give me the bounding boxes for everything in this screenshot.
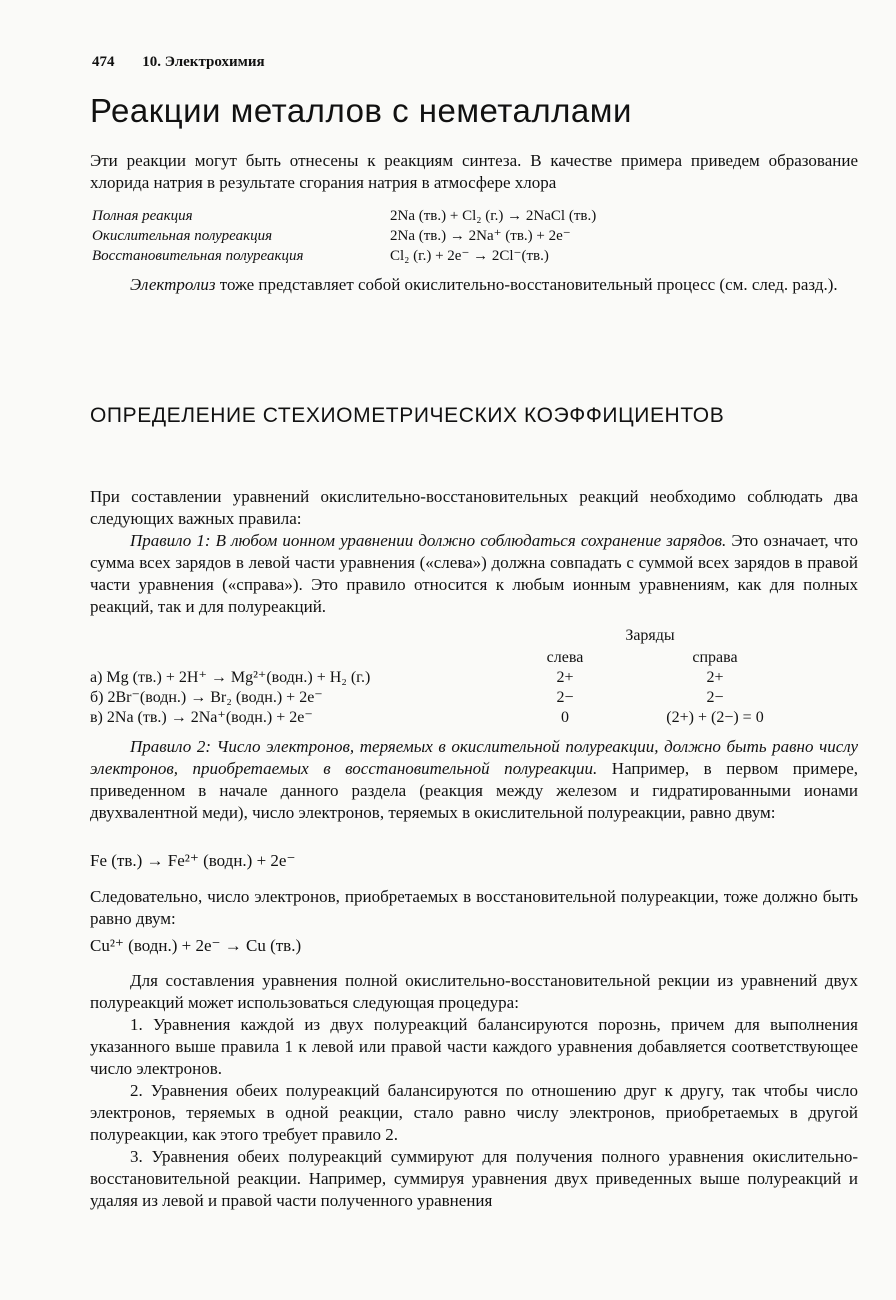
col-right-header: справа — [692, 649, 738, 666]
section-title: Реакции металлов с неметаллами — [90, 92, 632, 129]
rule-2-paragraph — [90, 736, 858, 824]
reactions-list — [92, 206, 792, 266]
page-number: 474 — [92, 54, 115, 70]
reaction-label: Полная реакция — [92, 208, 193, 224]
col-left-header: слева — [546, 649, 584, 666]
table-row: в) 2Na (тв.) → 2Na⁺(водн.) + 2e⁻ 0 (2+) + (2−) = 0 — [90, 709, 764, 726]
consequently-paragraph: Следовательно, число электронов, приобретаемых в восстановительной полуреакции, тоже должно быть равно двум: — [90, 887, 858, 928]
rule-2-explanation: Например, в первом примере, приведенном в начале данного раздела (реакция между железом и гидратированными ионами двухвалентной меди), число электронов, теряемых в окислительной полуреакции, равно двум: — [90, 759, 859, 822]
list-item: 3. Уравнения обеих полуреакций суммируют для получения полного уравнения окислительно-восстановительной реакции. Например, суммируя уравнения двух приведенных выше полуреакций и удаляя из левой и правой части полученного уравнения — [90, 1147, 858, 1210]
equation-fe: Fe (тв.) → Fe²⁺ (водн.) + 2e⁻ — [90, 851, 296, 870]
reaction-row — [92, 226, 792, 246]
reaction-label: Окислительная полуреакция — [92, 228, 273, 244]
procedure-intro: Для составления уравнения полной окислительно-восстановительной рекции из уравнений двух полуреакций может использоваться следующая процедура: — [90, 971, 858, 1012]
electrolysis-term: Электролиз — [130, 275, 216, 294]
chapter-title: 10. Электрохимия — [142, 54, 265, 70]
rule-1-explanation: Это означает, что сумма всех зарядов в левой части уравнения («слева») должна совпадать с суммой всех зарядов в правой части уравнения («справа»). Это правило относится к любым ионным уравнениям, как для полных реакций, так и для полуреакций. — [90, 531, 858, 616]
rules-intro: При составлении уравнений окислительно-восстановительных реакций необходимо соблюдать два следующих важных правила: — [90, 487, 858, 528]
procedure-steps — [90, 1014, 858, 1212]
rule-1-paragraph — [90, 530, 858, 618]
rule-2-statement: Правило 2: Число электронов, теряемых в окислительной полуреакции, должно быть равно числу электронов, приобретаемых в восстановительной полуреакции. — [90, 737, 858, 778]
table-row: б) 2Br⁻(водн.) → Br₂ (водн.) + 2e⁻ 2− 2− — [90, 689, 724, 706]
rule-1-statement: Правило 1: В любом ионном уравнении должно соблюдаться сохранение зарядов. — [130, 531, 727, 550]
list-item: 2. Уравнения обеих полуреакций балансируются по отношению друг к другу, так чтобы число электронов, теряемых в одной реакции, стало равно числу электронов, приобретаемых в другой полуреакции, как этого требует правило 2. — [90, 1081, 858, 1144]
rules-section — [90, 486, 858, 618]
reaction-equation: Cl₂ (г.) + 2e⁻ → 2Cl⁻(тв.) — [390, 248, 549, 264]
reaction-row — [92, 246, 792, 266]
reaction-equation: 2Na (тв.) + Cl₂ (г.) → 2NaCl (тв.) — [390, 208, 597, 224]
reaction-equation: 2Na (тв.) → 2Na⁺ (тв.) + 2e⁻ — [390, 228, 571, 244]
intro-paragraph: Эти реакции могут быть отнесены к реакциям синтеза. В качестве примера приведем образование хлорида натрия в результате сгорания натрия в атмосфере хлора — [90, 151, 858, 192]
equation-cu: Cu²⁺ (водн.) + 2e⁻ → Cu (тв.) — [90, 936, 302, 955]
charges-table — [90, 626, 850, 728]
list-item: 1. Уравнения каждой из двух полуреакций балансируются порознь, причем для выполнения указанного выше правила 1 к левой или правой части каждого уравнения добавляется соответствующее число электронов. — [90, 1015, 858, 1078]
reaction-row — [92, 206, 792, 226]
reaction-label: Восстановительная полуреакция — [92, 248, 304, 264]
subheading: ОПРЕДЕЛЕНИЕ СТЕХИОМЕТРИЧЕСКИХ КОЭФФИЦИЕНТОВ — [90, 404, 725, 427]
table-row: а) Mg (тв.) + 2H⁺ → Mg²⁺(водн.) + H₂ (г.) 2+ 2+ — [90, 669, 724, 686]
charges-title: Заряды — [625, 627, 675, 644]
electrolysis-paragraph — [90, 274, 858, 296]
running-header — [92, 54, 265, 71]
electrolysis-text: тоже представляет собой окислительно-восстановительный процесс (см. след. разд.). — [215, 275, 838, 294]
